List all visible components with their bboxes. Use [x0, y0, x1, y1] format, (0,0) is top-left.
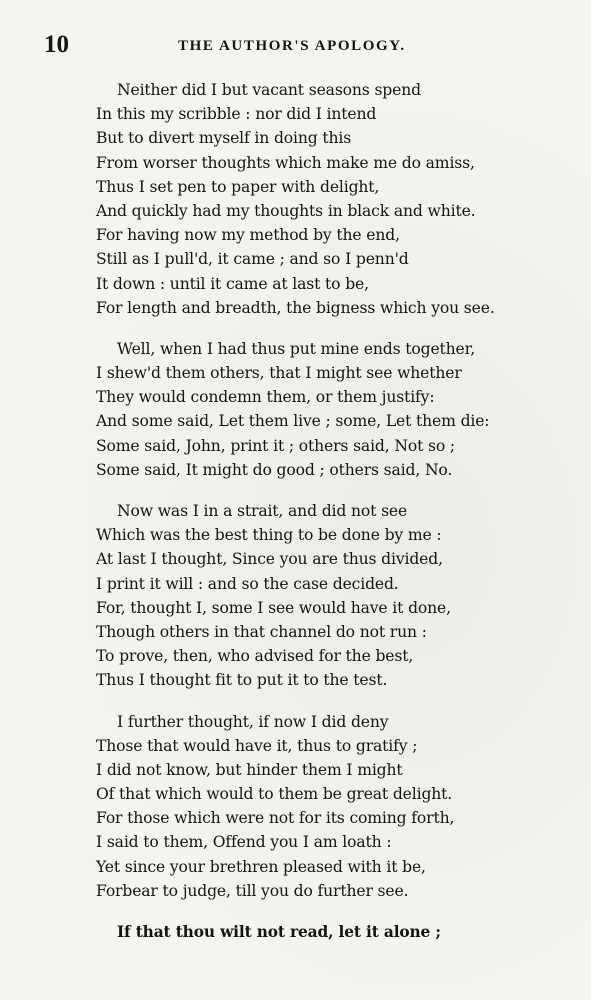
verse-line: If that thou wilt not read, let it alone ; — [117, 923, 441, 941]
verse-line: I did not know, but hinder them I might — [96, 760, 403, 779]
verse-line: From worser thoughts which make me do amiss, — [96, 153, 475, 172]
page-number: 10 — [44, 31, 69, 58]
verse-line: I further thought, if now I did deny — [117, 712, 389, 731]
verse-line: Of that which would to them be great delight. — [96, 785, 453, 804]
stanza-5 — [0, 920, 591, 944]
verse-line: Some said, It might do good ; others said, No. — [96, 460, 453, 479]
verse-line: Thus I thought fit to put it to the test. — [96, 671, 388, 690]
verse-line: I print it will : and so the case decided. — [96, 574, 399, 593]
verse-line: In this my scribble : nor did I intend — [96, 105, 377, 124]
verse-line: Now was I in a strait, and did not see — [117, 502, 408, 520]
verse-line: For length and breadth, the bigness which you see. — [96, 298, 495, 317]
stanza-3 — [0, 499, 591, 693]
stanza-1 — [0, 78, 591, 320]
verse-line: I said to them, Offend you I am loath : — [96, 833, 392, 852]
verse-line: Still as I pull'd, it came ; and so I penn'd — [96, 250, 409, 269]
verse-line: To prove, then, who advised for the best, — [96, 647, 414, 666]
stanza-2 — [0, 337, 591, 482]
verse-line: Though others in that channel do not run : — [96, 622, 427, 641]
verse-line: Which was the best thing to be done by me : — [96, 526, 442, 545]
verse-line: And quickly had my thoughts in black and white. — [96, 201, 476, 220]
verse-line: And some said, Let them live ; some, Let them die: — [96, 412, 490, 431]
verse-line: Forbear to judge, till you do further see. — [96, 881, 409, 900]
verse-line: They would condemn them, or them justify: — [96, 388, 435, 407]
verse-line: Well, when I had thus put mine ends together, — [117, 339, 476, 358]
verse-line: I shew'd them others, that I might see whether — [96, 364, 462, 383]
verse-line: Some said, John, print it ; others said, Not so ; — [96, 436, 456, 455]
verse-line: For, thought I, some I see would have it done, — [96, 598, 451, 617]
verse-line: Those that would have it, thus to gratify ; — [96, 736, 418, 755]
verse-line: For those which were not for its coming forth, — [96, 809, 455, 828]
verse-line: At last I thought, Since you are thus divided, — [96, 550, 443, 569]
page-header — [0, 32, 591, 58]
verse-line: Neither did I but vacant seasons spend — [117, 81, 421, 99]
poem-text — [0, 78, 591, 961]
verse-line: But to divert myself in doing this — [96, 129, 352, 148]
verse-line: It down : until it came at last to be, — [96, 274, 369, 293]
running-head: THE AUTHOR'S APOLOGY. — [178, 38, 406, 54]
verse-line: For having now my method by the end, — [96, 226, 400, 245]
verse-line: Thus I set pen to paper with delight, — [96, 177, 380, 196]
stanza-4 — [0, 710, 591, 904]
verse-line: Yet since your brethren pleased with it be, — [96, 857, 426, 876]
